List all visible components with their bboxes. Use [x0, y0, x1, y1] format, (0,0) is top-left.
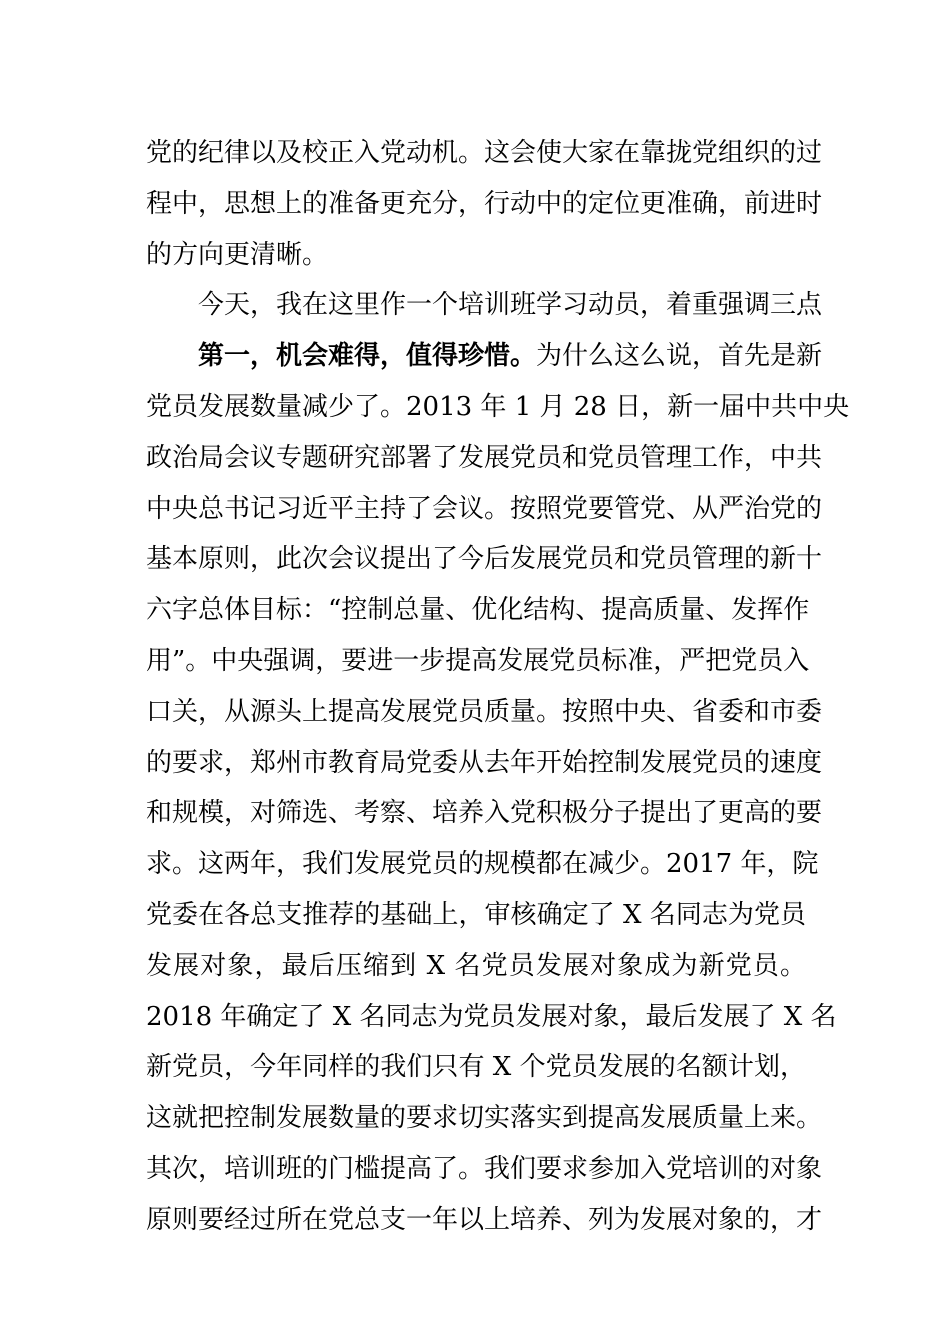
- text-line: 这就把控制发展数量的要求切实落实到提高发展质量上来。: [146, 1103, 823, 1134]
- section-heading: 第一，机会难得，值得珍惜。: [198, 341, 537, 372]
- text-line: 2018 年确定了 X 名同志为党员发展对象，最后发展了 X 名: [146, 1001, 837, 1032]
- text-line: 口关，从源头上提高发展党员质量。按照中央、省委和市委: [146, 696, 823, 727]
- text-line: 中央总书记习近平主持了会议。按照党要管党、从严治党的: [146, 493, 823, 524]
- text-line: 发展对象，最后压缩到 X 名党员发展对象成为新党员。: [146, 950, 806, 981]
- text-line: 新党员，今年同样的我们只有 X 个党员发展的名额计划，: [146, 1052, 806, 1083]
- text-line: 党委在各总支推荐的基础上，审核确定了 X 名同志为党员: [146, 899, 806, 930]
- body-text: [146, 128, 850, 1246]
- text-line: 政治局会议专题研究部署了发展党员和党员管理工作，中共: [146, 442, 823, 473]
- text-line: 党的纪律以及校正入党动机。这会使大家在靠拢党组织的过: [146, 138, 823, 168]
- text-line: 六字总体目标：“控制总量、优化结构、提高质量、发挥作: [146, 595, 810, 626]
- text-line: 程中，思想上的准备更充分，行动中的定位更准确，前进时: [146, 188, 823, 219]
- text-line: 基本原则，此次会议提出了今后发展党员和党员管理的新十: [146, 544, 823, 575]
- text-line: 原则要经过所在党总支一年以上培养、列为发展对象的，才: [146, 1204, 823, 1235]
- text-line: [146, 331, 823, 382]
- text-line: 党员发展数量减少了。2013 年 1 月 28 日，新一届中共中央: [146, 391, 850, 422]
- text-line: 的要求，郑州市教育局党委从去年开始控制发展党员的速度: [146, 747, 823, 778]
- text-run: 为什么这么说，首先是新: [536, 341, 823, 372]
- text-line: 其次，培训班的门槛提高了。我们要求参加入党培训的对象: [146, 1153, 823, 1184]
- text-line: 和规模，对筛选、考察、培养入党积极分子提出了更高的要: [146, 798, 823, 829]
- text-line: 用”。中央强调，要进一步提高发展党员标准，严把党员入: [146, 645, 810, 676]
- text-line: 求。这两年，我们发展党员的规模都在减少。2017 年，院: [146, 849, 819, 880]
- text-line: 今天，我在这里作一个培训班学习动员，着重强调三点: [198, 290, 823, 321]
- text-line: 的方向更清晰。: [146, 239, 329, 270]
